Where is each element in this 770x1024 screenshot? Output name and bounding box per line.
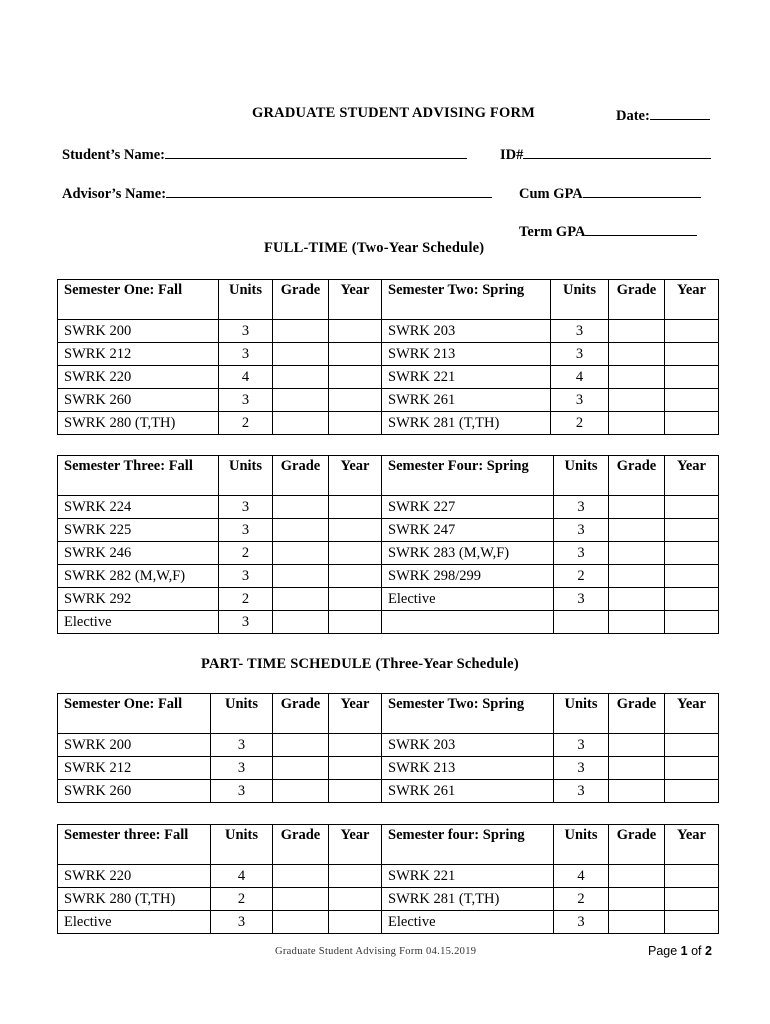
table-row [58,780,719,803]
grade-cell[interactable] [609,734,665,757]
units-header: Units [554,456,609,496]
course-cell: SWRK 225 [58,519,219,542]
units-cell: 3 [551,389,609,412]
units-cell: 3 [211,780,273,803]
course-cell: SWRK 203 [382,734,554,757]
table-row [58,542,719,565]
course-cell: SWRK 212 [58,757,211,780]
year-cell[interactable] [329,320,382,343]
units-header: Units [211,694,273,734]
course-header-right: Semester Two: Spring [382,280,551,320]
grade-cell[interactable] [273,911,329,934]
grade-cell[interactable] [609,865,665,888]
course-cell: SWRK 220 [58,366,219,389]
grade-header: Grade [609,456,665,496]
parttime-heading: PART- TIME SCHEDULE (Three-Year Schedule) [201,656,519,672]
grade-cell[interactable] [273,780,329,803]
units-header: Units [554,694,609,734]
units-cell: 3 [219,565,273,588]
table-row [58,366,719,389]
course-header-right: Semester Two: Spring [382,694,554,734]
grade-header: Grade [609,280,665,320]
advisor-name-field[interactable] [62,183,492,203]
units-cell: 3 [554,780,609,803]
course-cell: SWRK 292 [58,588,219,611]
grade-cell[interactable] [609,366,665,389]
course-cell: SWRK 203 [382,320,551,343]
units-cell: 2 [554,565,609,588]
year-cell[interactable] [665,757,719,780]
year-header: Year [665,280,719,320]
course-cell: SWRK 246 [58,542,219,565]
course-cell: SWRK 281 (T,TH) [382,888,554,911]
course-header-left: Semester Three: Fall [58,456,219,496]
course-header-left: Semester One: Fall [58,280,219,320]
year-cell[interactable] [665,780,719,803]
date-label: Date: [616,108,650,124]
year-cell[interactable] [329,611,382,634]
course-cell: SWRK 221 [382,366,551,389]
grade-cell[interactable] [273,888,329,911]
grade-cell[interactable] [273,734,329,757]
year-cell[interactable] [665,343,719,366]
table-row [58,412,719,435]
units-cell: 3 [219,320,273,343]
grade-cell[interactable] [609,320,665,343]
units-cell: 2 [211,888,273,911]
course-header-right: Semester Four: Spring [382,456,554,496]
grade-cell[interactable] [609,888,665,911]
course-cell: SWRK 213 [382,757,554,780]
year-header: Year [329,825,382,865]
units-cell: 3 [551,343,609,366]
grade-cell[interactable] [273,588,329,611]
student-name-blank[interactable] [165,144,467,159]
units-cell: 3 [554,519,609,542]
course-cell: SWRK 281 (T,TH) [382,412,551,435]
course-cell: SWRK 220 [58,865,211,888]
year-cell[interactable] [665,565,719,588]
course-cell: SWRK 283 (M,W,F) [382,542,554,565]
course-cell: SWRK 260 [58,780,211,803]
year-cell[interactable] [329,865,382,888]
year-cell[interactable] [665,542,719,565]
parttime-table-1 [57,693,719,803]
year-header: Year [665,694,719,734]
year-cell[interactable] [329,412,382,435]
page-prefix: Page [648,944,681,958]
cum-gpa-blank[interactable] [583,183,701,198]
grade-header: Grade [273,280,329,320]
units-cell [554,611,609,634]
year-cell[interactable] [665,519,719,542]
year-cell[interactable] [329,565,382,588]
course-cell: SWRK 298/299 [382,565,554,588]
grade-cell[interactable] [273,496,329,519]
fulltime-table-2 [57,455,719,634]
footer-text: Graduate Student Advising Form 04.15.2019 [275,946,477,957]
units-cell: 3 [219,389,273,412]
units-cell: 3 [554,757,609,780]
grade-cell[interactable] [273,320,329,343]
course-cell [382,611,554,634]
id-field[interactable] [500,144,711,164]
table-row [58,389,719,412]
year-cell[interactable] [665,888,719,911]
page-of: of [687,944,705,958]
units-header: Units [211,825,273,865]
grade-cell[interactable] [609,611,665,634]
year-header: Year [665,825,719,865]
grade-cell[interactable] [273,412,329,435]
units-cell: 3 [554,734,609,757]
table-row [58,911,719,934]
grade-cell[interactable] [609,780,665,803]
student-name-label: Student’s Name: [62,147,165,163]
units-cell: 3 [219,519,273,542]
year-cell[interactable] [329,496,382,519]
table-row [58,888,719,911]
course-header-left: Semester three: Fall [58,825,211,865]
units-header: Units [219,456,273,496]
table-row [58,757,719,780]
units-cell: 4 [551,366,609,389]
units-cell: 2 [219,412,273,435]
year-cell[interactable] [665,911,719,934]
fulltime-table-1 [57,279,719,435]
table-row [58,519,719,542]
year-header: Year [329,694,382,734]
grade-cell[interactable] [609,565,665,588]
year-cell[interactable] [329,734,382,757]
grade-cell[interactable] [609,911,665,934]
course-cell: SWRK 212 [58,343,219,366]
units-cell: 3 [219,611,273,634]
parttime-table-2 [57,824,719,934]
grade-cell[interactable] [273,389,329,412]
units-cell: 4 [554,865,609,888]
student-name-field[interactable] [62,144,467,164]
date-field[interactable] [616,105,710,125]
year-cell[interactable] [329,542,382,565]
units-cell: 3 [211,911,273,934]
year-cell[interactable] [329,911,382,934]
table-row [58,588,719,611]
grade-cell[interactable] [609,588,665,611]
course-cell: SWRK 280 (T,TH) [58,888,211,911]
course-header-left: Semester One: Fall [58,694,211,734]
units-cell: 3 [211,757,273,780]
course-cell: SWRK 227 [382,496,554,519]
units-header: Units [551,280,609,320]
year-cell[interactable] [329,757,382,780]
table-row [58,496,719,519]
date-blank[interactable] [650,105,710,120]
grade-cell[interactable] [609,496,665,519]
year-cell[interactable] [665,389,719,412]
units-cell: 4 [219,366,273,389]
units-header: Units [554,825,609,865]
units-cell: 3 [211,734,273,757]
grade-cell[interactable] [609,343,665,366]
course-cell: SWRK 200 [58,734,211,757]
year-cell[interactable] [665,588,719,611]
course-cell: Elective [382,911,554,934]
course-cell: Elective [58,611,219,634]
table-row [58,611,719,634]
form-title: GRADUATE STUDENT ADVISING FORM [252,105,536,121]
year-header: Year [665,456,719,496]
fulltime-heading: FULL-TIME (Two-Year Schedule) [264,240,485,256]
id-blank[interactable] [523,144,711,159]
year-cell[interactable] [665,734,719,757]
grade-header: Grade [609,694,665,734]
grade-cell[interactable] [273,611,329,634]
course-cell: SWRK 282 (M,W,F) [58,565,219,588]
grade-header: Grade [609,825,665,865]
units-cell: 3 [554,496,609,519]
year-cell[interactable] [329,588,382,611]
course-cell: SWRK 261 [382,780,554,803]
page-current: 1 [680,944,688,958]
units-cell: 3 [551,320,609,343]
grade-cell[interactable] [273,519,329,542]
grade-cell[interactable] [609,542,665,565]
grade-cell[interactable] [273,366,329,389]
grade-cell[interactable] [273,757,329,780]
grade-cell[interactable] [273,343,329,366]
units-header: Units [219,280,273,320]
cum-gpa-label: Cum GPA [519,186,583,202]
grade-cell[interactable] [609,519,665,542]
table-row [58,865,719,888]
course-header-right: Semester four: Spring [382,825,554,865]
year-cell[interactable] [329,343,382,366]
units-cell: 2 [551,412,609,435]
year-cell[interactable] [665,865,719,888]
grade-cell[interactable] [609,389,665,412]
course-cell: SWRK 213 [382,343,551,366]
units-cell: 2 [219,588,273,611]
units-cell: 3 [554,588,609,611]
year-cell[interactable] [665,496,719,519]
grade-cell[interactable] [609,412,665,435]
advisor-name-label: Advisor’s Name: [62,186,167,202]
grade-header: Grade [273,456,329,496]
grade-cell[interactable] [609,757,665,780]
course-cell: SWRK 260 [58,389,219,412]
table-row [58,565,719,588]
year-cell[interactable] [329,888,382,911]
grade-header: Grade [273,825,329,865]
page-total: 2 [705,944,712,958]
grade-header: Grade [273,694,329,734]
year-cell[interactable] [329,366,382,389]
course-cell: SWRK 200 [58,320,219,343]
course-cell: SWRK 280 (T,TH) [58,412,219,435]
course-cell: SWRK 247 [382,519,554,542]
grade-cell[interactable] [273,542,329,565]
year-header: Year [329,456,382,496]
units-cell: 4 [211,865,273,888]
units-cell: 3 [219,496,273,519]
course-cell: Elective [58,911,211,934]
units-cell: 3 [554,542,609,565]
table-row [58,320,719,343]
units-cell: 2 [219,542,273,565]
units-cell: 3 [219,343,273,366]
advisor-name-blank[interactable] [166,183,492,198]
id-label: ID# [500,147,524,163]
year-header: Year [329,280,382,320]
table-row [58,343,719,366]
units-cell: 2 [554,888,609,911]
units-cell: 3 [554,911,609,934]
year-cell[interactable] [329,780,382,803]
course-cell: SWRK 261 [382,389,551,412]
year-cell[interactable] [665,611,719,634]
page-number [648,944,712,958]
year-cell[interactable] [665,320,719,343]
term-gpa-field[interactable] [519,221,697,241]
course-cell: SWRK 221 [382,865,554,888]
grade-cell[interactable] [273,565,329,588]
year-cell[interactable] [665,366,719,389]
cum-gpa-field[interactable] [519,183,701,203]
year-cell[interactable] [329,389,382,412]
table-row [58,734,719,757]
course-cell: SWRK 224 [58,496,219,519]
term-gpa-blank[interactable] [585,221,697,236]
year-cell[interactable] [665,412,719,435]
term-gpa-label: Term GPA [519,224,586,240]
course-cell: Elective [382,588,554,611]
grade-cell[interactable] [273,865,329,888]
year-cell[interactable] [329,519,382,542]
